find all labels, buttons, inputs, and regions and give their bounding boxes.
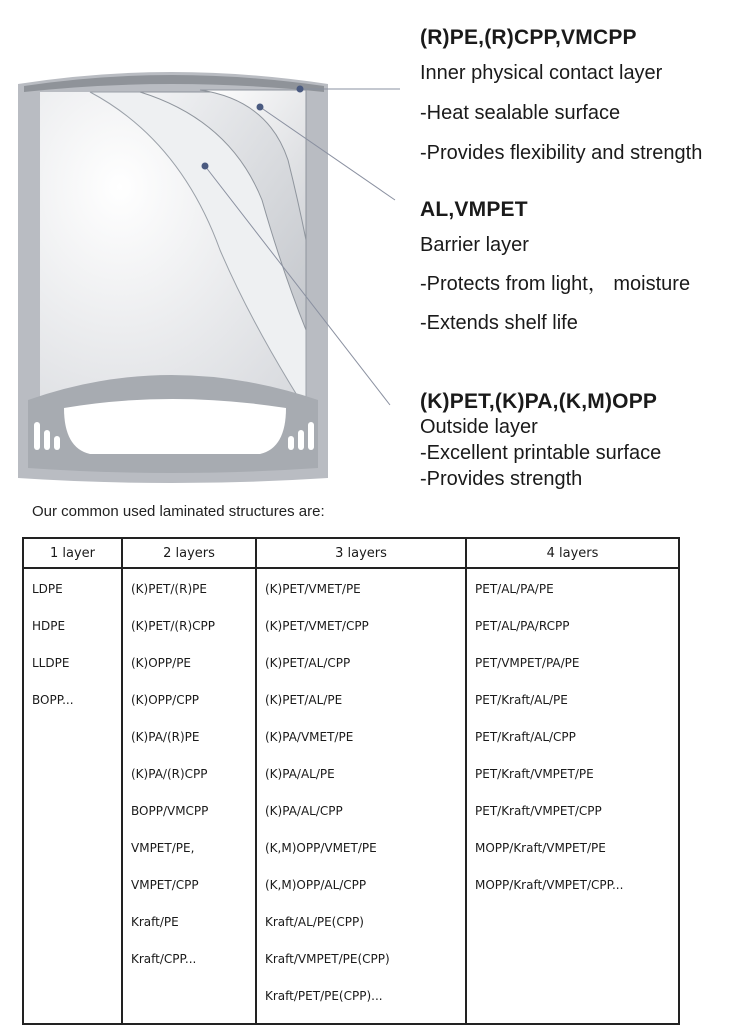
list-item: VMPET/PE, (131, 841, 195, 855)
barrier-layer-feature-2: -Extends shelf life (420, 312, 578, 334)
header-2-layers: 2 layers (122, 538, 256, 568)
list-item: Kraft/CPP... (131, 952, 197, 966)
outside-layer-block (420, 390, 661, 492)
pouch-bottom-window (64, 399, 286, 454)
column-3-layers (256, 568, 466, 1024)
list-item: (K)PET/VMET/PE (265, 582, 361, 596)
inner-layer-desc: Inner physical contact layer (420, 62, 663, 84)
list-item: Kraft/PE (131, 915, 179, 929)
barrier-layer-block (420, 198, 690, 336)
list-item: Kraft/VMPET/PE(CPP) (265, 952, 390, 966)
header-1-layer: 1 layer (23, 538, 122, 568)
vent-right-1 (288, 436, 294, 450)
column-1-layer (23, 568, 122, 1024)
list-item: (K)PET/AL/CPP (265, 656, 351, 670)
list-item: (K)OPP/PE (131, 656, 192, 670)
list-item: PET/Kraft/VMPET/CPP (475, 804, 602, 818)
barrier-layer-title: AL,VMPET (420, 198, 528, 221)
marker-barrier (257, 104, 264, 111)
vent-left-2 (44, 430, 50, 450)
list-item: (K)PET/(R)PE (131, 582, 207, 596)
list-item: (K)PA/(R)PE (131, 730, 200, 744)
list-item: (K)PA/VMET/PE (265, 730, 354, 744)
header-4-layers: 4 layers (466, 538, 679, 568)
list-item: VMPET/CPP (131, 878, 199, 892)
vent-left-1 (34, 422, 40, 450)
list-item: PET/Kraft/AL/PE (475, 693, 568, 707)
list-item: LLDPE (32, 656, 70, 670)
laminated-structures-table (22, 537, 680, 1025)
list-item: (K)PET/(R)CPP (131, 619, 215, 633)
vent-right-2 (298, 430, 304, 450)
list-item: BOPP... (32, 693, 74, 707)
column-4-layers (466, 568, 679, 1024)
outside-layer-feature-2: -Provides strength (420, 468, 583, 490)
header-3-layers: 3 layers (256, 538, 466, 568)
inner-layer-feature-2: -Provides flexibility and strength (420, 142, 703, 164)
list-item: PET/Kraft/AL/CPP (475, 730, 576, 744)
column-2-layers (122, 568, 256, 1024)
vent-left-3 (54, 436, 60, 450)
outside-layer-feature-1: -Excellent printable surface (420, 442, 662, 464)
barrier-layer-feature-1: -Protects from light， moisture (420, 273, 691, 295)
list-item: (K)OPP/CPP (131, 693, 200, 707)
table-intro: Our common used laminated structures are: (32, 503, 325, 520)
vent-right-3 (308, 422, 314, 450)
inner-layer-block (420, 26, 702, 166)
list-item: MOPP/Kraft/VMPET/PE (475, 841, 606, 855)
list-item: PET/VMPET/PA/PE (475, 656, 580, 670)
list-item: (K)PA/AL/PE (265, 767, 335, 781)
marker-outside (202, 163, 209, 170)
list-item: BOPP/VMCPP (131, 804, 209, 818)
list-item: (K,M)OPP/AL/CPP (265, 878, 367, 892)
list-item: (K)PET/VMET/CPP (265, 619, 369, 633)
marker-inner (297, 86, 304, 93)
list-item: PET/AL/PA/RCPP (475, 619, 570, 633)
outside-layer-title: (K)PET,(K)PA,(K,M)OPP (420, 390, 658, 413)
inner-layer-title: (R)PE,(R)CPP,VMCPP (420, 26, 637, 49)
list-item: (K,M)OPP/VMET/PE (265, 841, 377, 855)
barrier-layer-desc: Barrier layer (420, 234, 529, 256)
inner-layer-feature-1: -Heat sealable surface (420, 102, 621, 124)
list-item: (K)PA/AL/CPP (265, 804, 343, 818)
list-item: (K)PET/AL/PE (265, 693, 343, 707)
list-item: (K)PA/(R)CPP (131, 767, 208, 781)
list-item: PET/Kraft/VMPET/PE (475, 767, 594, 781)
outside-layer-desc: Outside layer (420, 416, 538, 438)
list-item: PET/AL/PA/PE (475, 582, 554, 596)
pouch-illustration (0, 0, 420, 490)
list-item: Kraft/PET/PE(CPP)... (265, 989, 383, 1003)
list-item: MOPP/Kraft/VMPET/CPP... (475, 878, 624, 892)
list-item: LDPE (32, 582, 63, 596)
list-item: HDPE (32, 619, 66, 633)
list-item: Kraft/AL/PE(CPP) (265, 915, 364, 929)
